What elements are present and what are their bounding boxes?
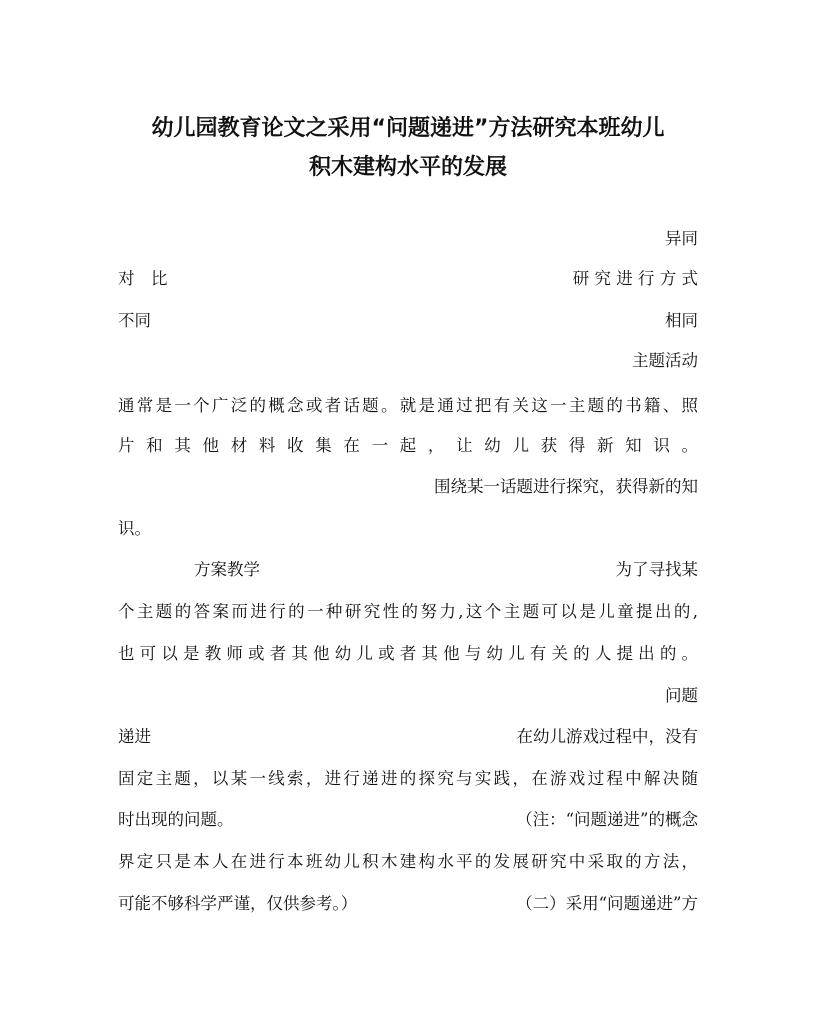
text-line: 问题 [665, 686, 698, 705]
text-line: 异同 [665, 229, 698, 248]
text-line: 通常是一个广泛的概念或者话题。就是通过把有关这一主题的书籍、照 [118, 396, 698, 415]
text-line: 识。 [118, 519, 151, 538]
line-right-text: （注：“问题递进”的概念 [516, 810, 698, 829]
text-line [118, 266, 698, 292]
line-left-text: 对 比 [118, 269, 168, 288]
line-right-text: 为了寻找某 [615, 560, 698, 579]
text-line: 也可以是教师或者其他幼儿或者其他与幼儿有关的人提出的。 [118, 644, 698, 663]
text-line [118, 807, 698, 833]
text-line: 主题活动 [632, 351, 698, 370]
text-line [118, 308, 698, 334]
text-line: 个主题的答案而进行的一种研究性的努力,这个主题可以是儿童提出的, [118, 602, 698, 621]
line-left-text: 可能不够科学严谨，仅供参考。） [118, 894, 358, 913]
line-left-text: 方案教学 [194, 560, 260, 579]
line-right-text: 相同 [665, 311, 698, 330]
text-line: 界定只是本人在进行本班幼儿积木建构水平的发展研究中采取的方法， [118, 852, 698, 871]
line-left-text: 不同 [118, 311, 151, 330]
text-line [118, 557, 698, 583]
line-right-text: 在幼儿游戏过程中，没有 [516, 727, 698, 746]
line-left-text: 递进 [118, 727, 151, 746]
line-right-text: （二）采用“问题递进”方 [516, 894, 698, 913]
line-left-text: 时出现的问题。 [118, 810, 234, 829]
text-line: 围绕某一话题进行探究，获得新的知 [434, 477, 698, 496]
text-line [118, 724, 698, 750]
document-title-line-2: 积木建构水平的发展 [308, 155, 507, 180]
document-title-line-1: 幼儿园教育论文之采用“问题递进”方法研究本班幼儿 [151, 116, 665, 141]
text-line: 固定主题，以某一线索，进行递进的探究与实践，在游戏过程中解决随 [118, 769, 698, 788]
text-line [118, 891, 698, 917]
line-right-text: 研 究 进 行 方 式 [572, 269, 698, 288]
text-line: 片 和 其 他 材 料 收 集 在 一 起 ， 让 幼 儿 获 得 新 知 识 。 [118, 436, 698, 455]
